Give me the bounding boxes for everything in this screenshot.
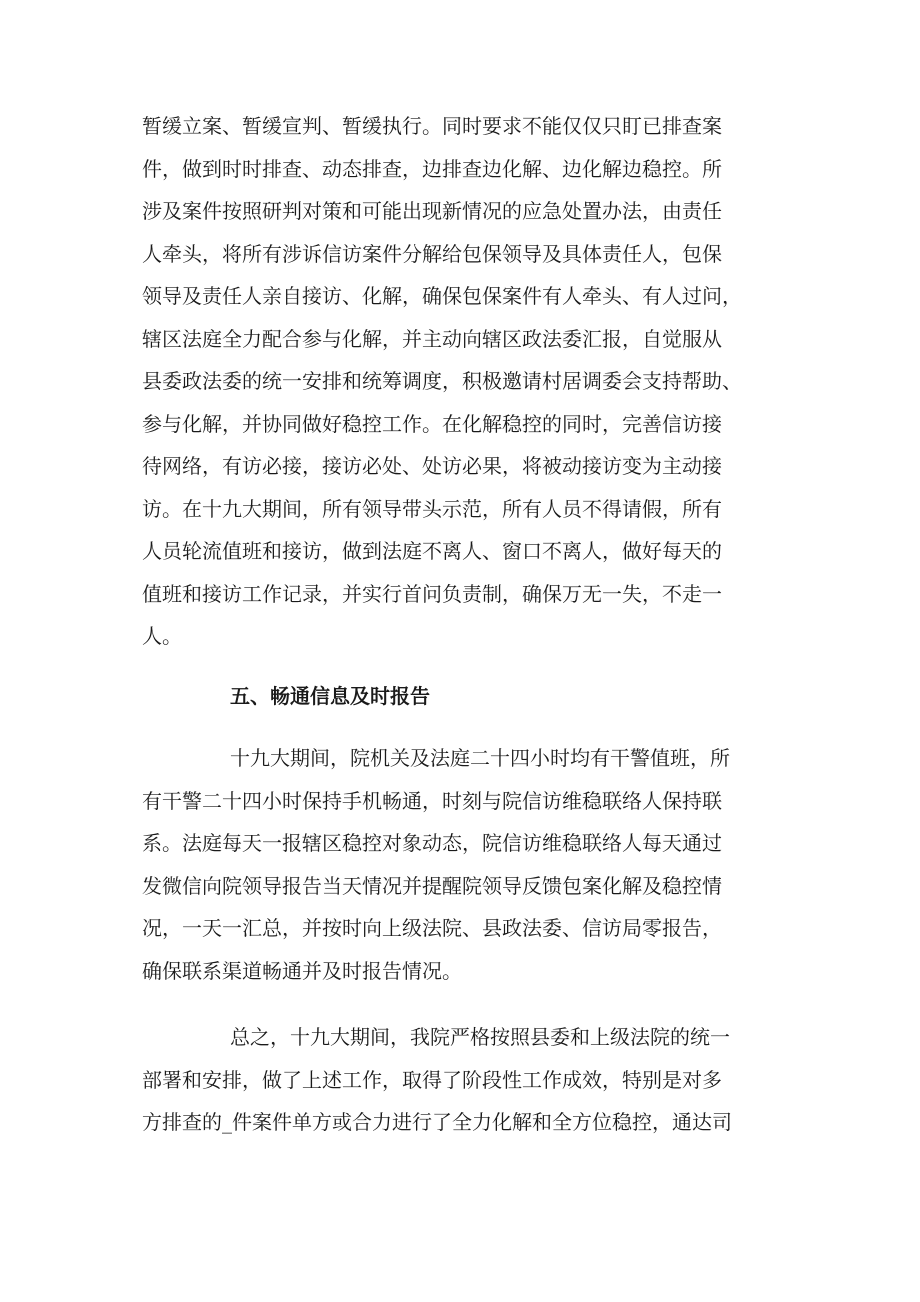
paragraph-line: 人员轮流值班和接访，做到法庭不离人、窗口不离人，做好每天的 xyxy=(142,539,722,563)
paragraph-line: 总之，十九大期间，我院严格按照县委和上级法院的统一 xyxy=(230,1025,730,1049)
paragraph-line: 辖区法庭全力配合参与化解，并主动向辖区政法委汇报，自觉服从 xyxy=(142,326,722,351)
paragraph-3 xyxy=(142,1016,782,1144)
paragraph-line: 发微信向院领导报告当天情况并提醒院领导反馈包案化解及稳控情 xyxy=(142,873,722,898)
paragraph-line: 系。法庭每天一报辖区稳控对象动态，院信访维稳联络人每天通过 xyxy=(142,831,722,855)
paragraph-line: 涉及案件按照研判对策和可能出现新情况的应急处置办法，由责任 xyxy=(142,199,722,223)
paragraph-line: 部署和安排，做了上述工作，取得了阶段性工作成效，特别是对多 xyxy=(142,1067,722,1092)
paragraph-2 xyxy=(142,737,782,992)
paragraph-line: 值班和接访工作记录，并实行首问负责制，确保万无一失，不走一 xyxy=(142,581,722,606)
paragraph-line: 人牵头，将所有涉诉信访案件分解给包保领导及具体责任人，包保 xyxy=(142,241,722,266)
paragraph-line: 参与化解，并协同做好稳控工作。在化解稳控的同时，完善信访接 xyxy=(142,411,722,436)
paragraph-1 xyxy=(142,105,782,658)
paragraph-line: 访。在十九大期间，所有领导带头示范，所有人员不得请假，所有 xyxy=(142,496,722,521)
paragraph-line: 领导及责任人亲自接访、化解，确保包保案件有人牵头、有人过问， xyxy=(142,284,742,308)
paragraph-line: 方排查的_件案件单方或合力进行了全力化解和全方位稳控，通达司 xyxy=(142,1110,732,1134)
paragraph-line: 况，一天一汇总，并按时向上级法院、县政法委、信访局零报告， xyxy=(142,916,722,940)
paragraph-line: 县委政法委的统一安排和统筹调度，积极邀请村居调委会支持帮助、 xyxy=(142,369,742,393)
paragraph-line: 件，做到时时排查、动态排查，边排查边化解、边化解边稳控。所 xyxy=(142,156,722,181)
paragraph-line: 确保联系渠道畅通并及时报告情况。 xyxy=(142,958,462,983)
paragraph-line: 人。 xyxy=(142,624,182,648)
paragraph-line: 待网络，有访必接，接访必处、处访必果，将被动接访变为主动接 xyxy=(142,454,722,478)
paragraph-line: 暂缓立案、暂缓宣判、暂缓执行。同时要求不能仅仅只盯已排查案 xyxy=(142,114,722,138)
paragraph-line: 十九大期间，院机关及法庭二十四小时均有干警值班，所 xyxy=(230,746,730,770)
paragraph-line: 有干警二十四小时保持手机畅通，时刻与院信访维稳联络人保持联 xyxy=(142,788,722,813)
section-heading: 五、畅通信息及时报告 xyxy=(230,684,430,708)
